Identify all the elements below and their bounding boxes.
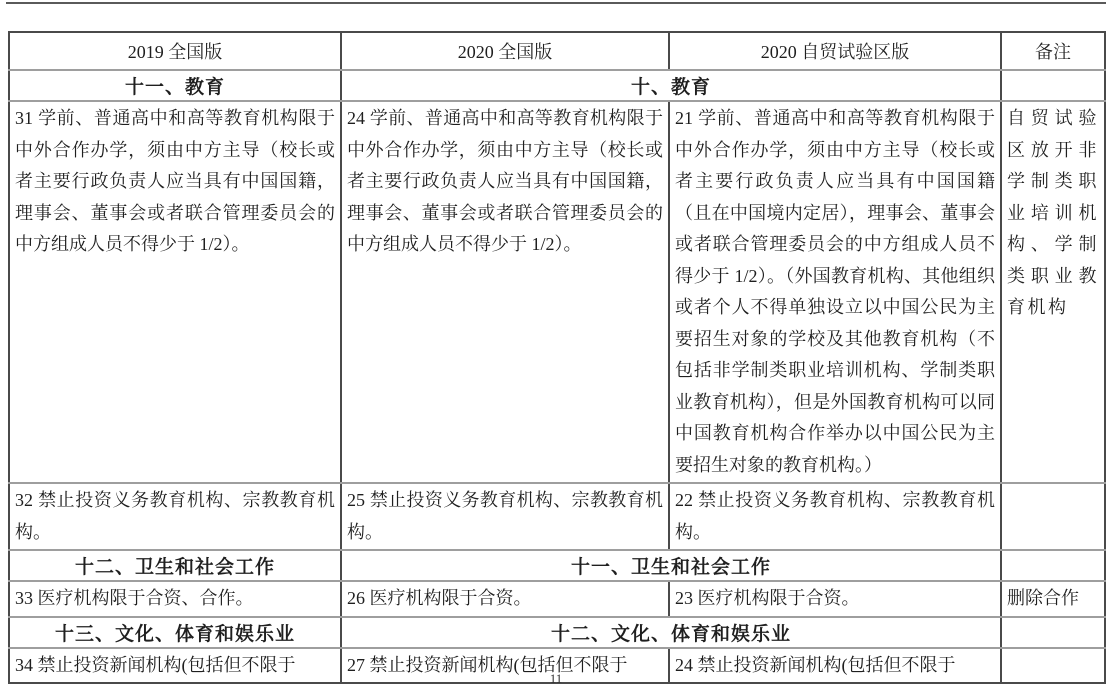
header-cell-2020-national: 2020 全国版	[341, 32, 669, 70]
page-number: 11	[549, 671, 563, 686]
section-cell-culture-2020: 十二、文化、体育和娱乐业	[341, 617, 1001, 648]
section-row-education	[9, 70, 1105, 101]
page-top-rule	[6, 2, 1106, 4]
section-remark-empty	[1001, 70, 1105, 101]
section-cell-health-2020: 十一、卫生和社会工作	[341, 550, 1001, 581]
section-row-culture	[9, 617, 1105, 648]
cell-item31-2019: 31 学前、普通高中和高等教育机构限于中外合作办学，须由中方主导（校长或者主要行政负责人应当具有中国国籍，理事会、董事会或者联合管理委员会的中方组成人员不得少于 1/2）。	[9, 101, 341, 483]
cell-item23-ftz: 23 医疗机构限于合资。	[669, 581, 1001, 617]
section-remark-empty-2	[1001, 550, 1105, 581]
cell-remark-delete-cooperation: 删除合作	[1001, 581, 1105, 617]
negative-list-comparison-table	[8, 31, 1106, 684]
section-row-health	[9, 550, 1105, 581]
cell-item32-2019: 32 禁止投资义务教育机构、宗教教育机构。	[9, 483, 341, 550]
cell-item24-ftz: 24 禁止投资新闻机构(包括但不限于	[669, 648, 1001, 684]
cell-item21-ftz: 21 学前、普通高中和高等教育机构限于中外合作办学，须由中方主导（校长或者主要行政负责人应当具有中国国籍（且在中国境内定居），理事会、董事会或者联合管理委员会的中方组成人员不得少于 1/2）。（外国教育机构、其他组织或者个人不得单独设立以中国公民为主要招生对象的学校及其他教育机构（不包括非学制类职业培训机构、学制类职业教育机构），但是外国教育机构可以同中国教育机构合作举办以中国公民为主要招生对象的教育机构。）	[669, 101, 1001, 483]
cell-item34-2019: 34 禁止投资新闻机构(包括但不限于	[9, 648, 341, 684]
section-cell-culture-2019: 十三、文化、体育和娱乐业	[9, 617, 341, 648]
cell-item26-2020: 26 医疗机构限于合资。	[341, 581, 669, 617]
cell-remark-ftz-training: 自贸试验区放开非学制类职业培训机构、学制类职业教育机构	[1001, 101, 1105, 483]
header-cell-2020-ftz: 2020 自贸试验区版	[669, 32, 1001, 70]
cell-item24-2020: 24 学前、普通高中和高等教育机构限于中外合作办学，须由中方主导（校长或者主要行政负责人应当具有中国国籍，理事会、董事会或者联合管理委员会的中方组成人员不得少于 1/2）。	[341, 101, 669, 483]
cell-item33-2019: 33 医疗机构限于合资、合作。	[9, 581, 341, 617]
section-cell-health-2019: 十二、卫生和社会工作	[9, 550, 341, 581]
row-health-item1	[9, 581, 1105, 617]
row-education-item1	[9, 101, 1105, 483]
cell-item22-ftz: 22 禁止投资义务教育机构、宗教教育机构。	[669, 483, 1001, 550]
table-header-row	[9, 32, 1105, 70]
header-cell-remark: 备注	[1001, 32, 1105, 70]
cell-item25-2020: 25 禁止投资义务教育机构、宗教教育机构。	[341, 483, 669, 550]
cell-remark-empty-1	[1001, 483, 1105, 550]
section-cell-education-2019: 十一、教育	[9, 70, 341, 101]
cell-item27-2020: 27 禁止投资新闻机构(包括但不限于	[341, 648, 669, 684]
section-remark-empty-3	[1001, 617, 1105, 648]
row-education-item2	[9, 483, 1105, 550]
header-cell-2019-national: 2019 全国版	[9, 32, 341, 70]
section-cell-education-2020: 十、教育	[341, 70, 1001, 101]
